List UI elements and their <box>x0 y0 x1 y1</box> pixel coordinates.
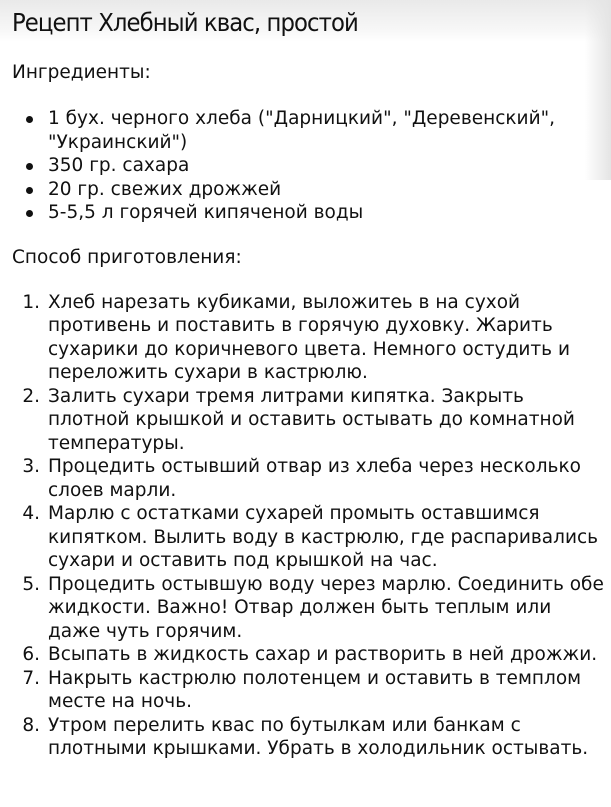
ingredient-item <box>48 201 604 225</box>
step-item <box>22 714 604 761</box>
step-number: 6. <box>22 644 40 665</box>
step-text: Залить сухари тремя литрами кипятка. Закрыть плотной крышкой и оставить остывать до комнатной температуры. <box>48 385 575 454</box>
bullet-icon <box>26 187 33 194</box>
ingredient-item <box>48 154 604 178</box>
ingredients-list <box>12 107 604 225</box>
ingredient-text: 1 бух. черного хлеба ("Дарницкий", "Деревенский", "Украинский") <box>48 108 555 153</box>
step-text: Накрыть кастрюлю полотенцем и оставить в темплом месте на ночь. <box>48 667 582 712</box>
ingredient-text: 5-5,5 л горячей кипяченой воды <box>48 202 364 223</box>
step-number: 3. <box>22 456 40 477</box>
step-text: Марлю с остатками сухарей промыть оставшимся кипятком. Вылить воду в кастрюлю, где распаривались сухари и оставить под крышкой на час. <box>48 503 599 571</box>
bullet-icon <box>26 210 33 217</box>
step-item <box>22 667 604 714</box>
step-item <box>22 385 604 456</box>
step-number: 8. <box>22 714 40 736</box>
recipe-content <box>12 0 604 761</box>
step-text: Процедить остывший отвар из хлеба через несколько слоев марли. <box>48 456 581 501</box>
step-item <box>22 643 604 667</box>
step-item <box>22 502 604 573</box>
steps-list <box>12 291 604 761</box>
step-number: 7. <box>22 667 40 689</box>
ingredient-item <box>48 178 604 202</box>
step-number: 4. <box>22 503 40 524</box>
step-item <box>22 573 604 644</box>
ingredient-item <box>48 107 604 154</box>
step-text: Процедить остывшую воду через марлю. Соединить обе жидкости. Важно! Отвар должен быть теплым или даже чуть горячим. <box>48 573 604 642</box>
step-number: 1. <box>22 291 40 313</box>
step-item <box>22 291 604 385</box>
step-item <box>22 455 604 502</box>
step-text: Всыпать в жидкость сахар и растворить в ней дрожжи. <box>48 644 598 665</box>
bullet-icon <box>26 116 33 123</box>
step-text: Утром перелить квас по бутылкам или банкам с плотными крышками. Убрать в холодильник остывать. <box>48 714 589 759</box>
step-number: 5. <box>22 573 40 595</box>
ingredient-text: 350 гр. сахара <box>48 155 190 176</box>
method-heading: Способ приготовления: <box>12 246 242 268</box>
page-title: Рецепт Хлебный квас, простой <box>12 8 358 37</box>
bullet-icon <box>26 163 33 170</box>
step-text: Хлеб нарезать кубиками, выложитеь в на сухой противень и поставить в горячую духовку. Жарить сухарики до коричневого цвета. Немного остудить и переложить сухари в кастрюлю. <box>48 291 570 383</box>
ingredients-heading: Ингредиенты: <box>12 62 151 83</box>
ingredient-text: 20 гр. свежих дрожжей <box>48 178 282 200</box>
step-number: 2. <box>22 385 40 407</box>
